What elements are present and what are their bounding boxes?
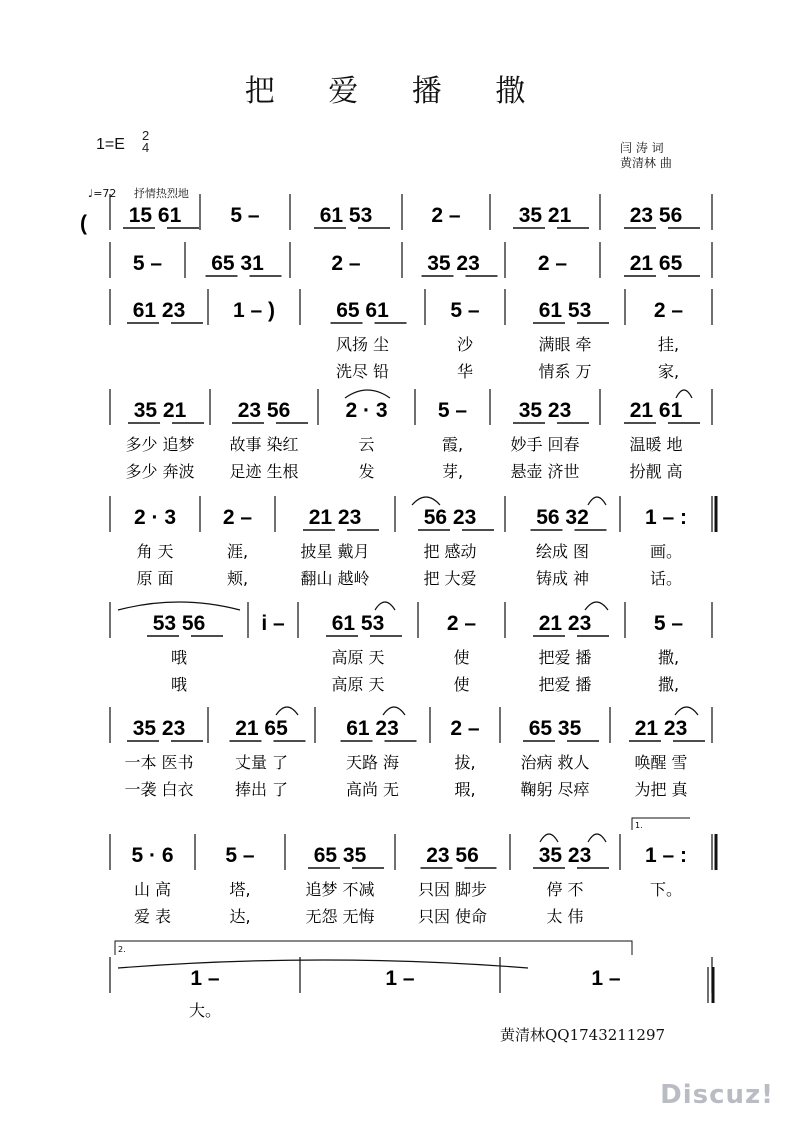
- note-group: 2 · 3: [133, 506, 177, 529]
- note-group: 2 –: [446, 612, 477, 635]
- lyric-text: 挂,: [657, 335, 680, 354]
- lyric-text: 发: [358, 462, 375, 481]
- note-group: 23 56: [237, 399, 291, 422]
- lyric-text: 瑕,: [454, 780, 476, 799]
- note-group: 5 –: [653, 612, 684, 635]
- lyric-text: 追梦 不减: [305, 880, 375, 899]
- time-signature-bottom: 4: [142, 140, 150, 155]
- lyric-text: 风扬 尘: [335, 335, 390, 354]
- note-group: 5 –: [437, 399, 468, 422]
- slur: [540, 834, 558, 842]
- note-group: 15 61: [128, 204, 182, 227]
- note-group: i –: [261, 612, 285, 635]
- note-group: 65 31: [211, 252, 264, 275]
- lyric-text: 塔,: [229, 880, 251, 899]
- note-group: 21 61: [629, 399, 683, 422]
- note-group: 35 23: [518, 399, 572, 422]
- note-group: 2 –: [222, 506, 253, 529]
- slur: [588, 834, 606, 842]
- tempo-value: ♩=72: [88, 187, 117, 200]
- lyric-text: 角 天: [136, 542, 174, 561]
- expression-text: 抒情热烈地: [133, 187, 189, 200]
- note-group: 1 –: [190, 967, 220, 990]
- note-group: 5 –: [230, 204, 260, 227]
- lyric-text: 话。: [649, 569, 683, 588]
- slur: [585, 602, 608, 610]
- note-group: 5 · 6: [131, 844, 174, 867]
- slur: [383, 707, 405, 715]
- note-group: 1 – :: [644, 506, 688, 529]
- lyric-text: 高原 天: [331, 648, 385, 667]
- time-signature-top: 2: [142, 128, 150, 143]
- note-group: 21 23: [538, 612, 592, 635]
- lyric-text: 停 不: [546, 880, 584, 899]
- lyric-text: 捧出 了: [234, 780, 289, 799]
- lyric-text: 撒,: [657, 648, 680, 667]
- lyricist: 闫 涛 词: [620, 141, 664, 155]
- lyric-text: 把 感动: [423, 542, 477, 561]
- slur: [345, 390, 390, 398]
- lyric-text: 为把 真: [634, 780, 688, 799]
- lyric-text: 涯,: [226, 542, 249, 561]
- lyric-text: 把 大爱: [423, 569, 477, 588]
- lyric-text: 披星 戴月: [300, 542, 370, 561]
- note-group: 21 65: [629, 252, 683, 275]
- note-group: 35 23: [132, 717, 186, 740]
- lyric-text: 颊,: [226, 569, 249, 588]
- lyric-text: 爱 表: [133, 907, 172, 926]
- lyric-text: 无怨 无悔: [305, 907, 375, 926]
- lyric-text: 高原 天: [331, 675, 385, 694]
- lyric-text: 唤醒 雪: [634, 753, 688, 772]
- lyric-text: 绘成 图: [535, 542, 590, 561]
- note-group: 23 56: [629, 204, 683, 227]
- note-group: 53 56: [152, 612, 206, 635]
- lyric-text: 丈量 了: [234, 753, 289, 772]
- lyric-text: 大。: [188, 1001, 222, 1020]
- note-group: 61 53: [538, 299, 592, 322]
- lyric-text: 一袭 白衣: [124, 780, 194, 799]
- note-group: 1 – :: [644, 844, 688, 867]
- note-group: 35 23: [538, 844, 592, 867]
- lyric-text: 只因 使命: [417, 907, 488, 926]
- note-group: 2 –: [450, 717, 480, 740]
- note-group: 61 23: [346, 717, 399, 740]
- lyric-text: 满眼 牵: [538, 335, 592, 354]
- key-label: 1=E: [96, 136, 125, 153]
- note-group: 56 23: [423, 506, 477, 529]
- lyric-text: 芽,: [441, 462, 464, 481]
- lyric-text: 铸成 神: [535, 569, 590, 588]
- lyric-text: 霞,: [441, 435, 464, 454]
- slur: [588, 497, 606, 505]
- slur: [276, 707, 298, 715]
- note-group: 1 –: [385, 967, 415, 990]
- note-group: 65 35: [528, 717, 582, 740]
- note-group: 21 65: [235, 717, 288, 740]
- slur: [676, 390, 692, 398]
- lyric-text: 撒,: [657, 675, 680, 694]
- slur: [375, 602, 395, 610]
- watermark: Discuz!: [660, 1080, 774, 1110]
- composer: 黄清林 曲: [620, 156, 672, 170]
- note-group: 5 –: [132, 252, 163, 275]
- lyric-text: 拔,: [454, 753, 476, 772]
- lyric-text: 情系 万: [538, 362, 592, 381]
- note-group: 2 –: [537, 252, 568, 275]
- note-group: 21 23: [634, 717, 688, 740]
- lyric-text: 多少 追梦: [125, 435, 195, 454]
- volta-2-label: 2.: [118, 945, 126, 954]
- volta-1-label: 1.: [635, 821, 643, 830]
- note-group: 2 –: [653, 299, 684, 322]
- lyric-text: 治病 救人: [520, 753, 590, 772]
- note-group: 61 23: [132, 299, 186, 322]
- lyric-text: 把爱 播: [538, 675, 592, 694]
- note-group: 35 21: [518, 204, 572, 227]
- slur: [412, 497, 440, 505]
- lyric-text: 只因 脚步: [417, 880, 488, 899]
- lyric-text: 鞠躬 尽瘁: [520, 780, 590, 799]
- note-group: 1 – ): [232, 299, 276, 322]
- slur: [118, 602, 240, 610]
- lyric-text: 原 面: [136, 569, 174, 588]
- lyric-text: 下。: [649, 880, 683, 899]
- note-group: 35 21: [133, 399, 187, 422]
- note-group: 61 53: [319, 204, 373, 227]
- lyric-text: 多少 奔波: [125, 462, 195, 481]
- lyric-text: 云: [358, 435, 375, 454]
- lyric-text: 山 高: [133, 880, 172, 899]
- note-group: 56 32: [536, 506, 589, 529]
- lyric-text: 华: [456, 362, 474, 381]
- page-title: 把 爱 播 撒: [244, 74, 548, 109]
- note-group: 61 53: [331, 612, 385, 635]
- lyric-text: 洗尽 铅: [335, 362, 390, 381]
- lyric-text: 哦: [170, 648, 188, 667]
- lyric-text: 故事 染红: [229, 435, 299, 454]
- lyric-text: 把爱 播: [538, 648, 592, 667]
- lyric-text: 温暖 地: [629, 435, 683, 454]
- lyric-text: 达,: [229, 907, 251, 926]
- lyric-text: 翻山 越岭: [300, 569, 370, 588]
- lyric-text: 妙手 回春: [510, 435, 580, 454]
- note-group: 5 –: [225, 844, 255, 867]
- slur: [675, 707, 698, 715]
- lyric-text: 天路 海: [345, 753, 400, 772]
- note-group: 2 –: [431, 204, 461, 227]
- lyric-text: 哦: [170, 675, 188, 694]
- note-group: 5 –: [450, 299, 480, 322]
- lyric-text: 扮靓 高: [629, 462, 683, 481]
- lyric-text: 悬壶 济世: [510, 462, 580, 481]
- note-group: 23 56: [426, 844, 479, 867]
- volta-2-bracket: [115, 941, 632, 955]
- lyric-text: 高尚 无: [345, 780, 400, 799]
- lyric-text: 太 伟: [546, 907, 584, 926]
- credit-line: 黄清林QQ1743211297: [500, 1026, 666, 1044]
- lyric-text: 画。: [649, 542, 683, 561]
- lyric-text: 家,: [657, 362, 680, 381]
- note-group: 2 –: [331, 252, 361, 275]
- lyric-text: 一本 医书: [124, 753, 194, 772]
- note-group: 65 35: [313, 844, 367, 867]
- lyric-text: 足迹 生根: [229, 462, 299, 481]
- lyric-text: 沙: [456, 335, 474, 354]
- lyric-text: 使: [453, 648, 470, 667]
- lyric-text: 使: [453, 675, 470, 694]
- note-group: 1 –: [591, 967, 621, 990]
- tie: [118, 960, 528, 968]
- note-group: 2 · 3: [345, 399, 388, 422]
- note-group: 65 61: [336, 299, 389, 322]
- note-group: 35 23: [427, 252, 480, 275]
- intro-open-paren: (: [80, 212, 87, 235]
- note-group: 21 23: [308, 506, 362, 529]
